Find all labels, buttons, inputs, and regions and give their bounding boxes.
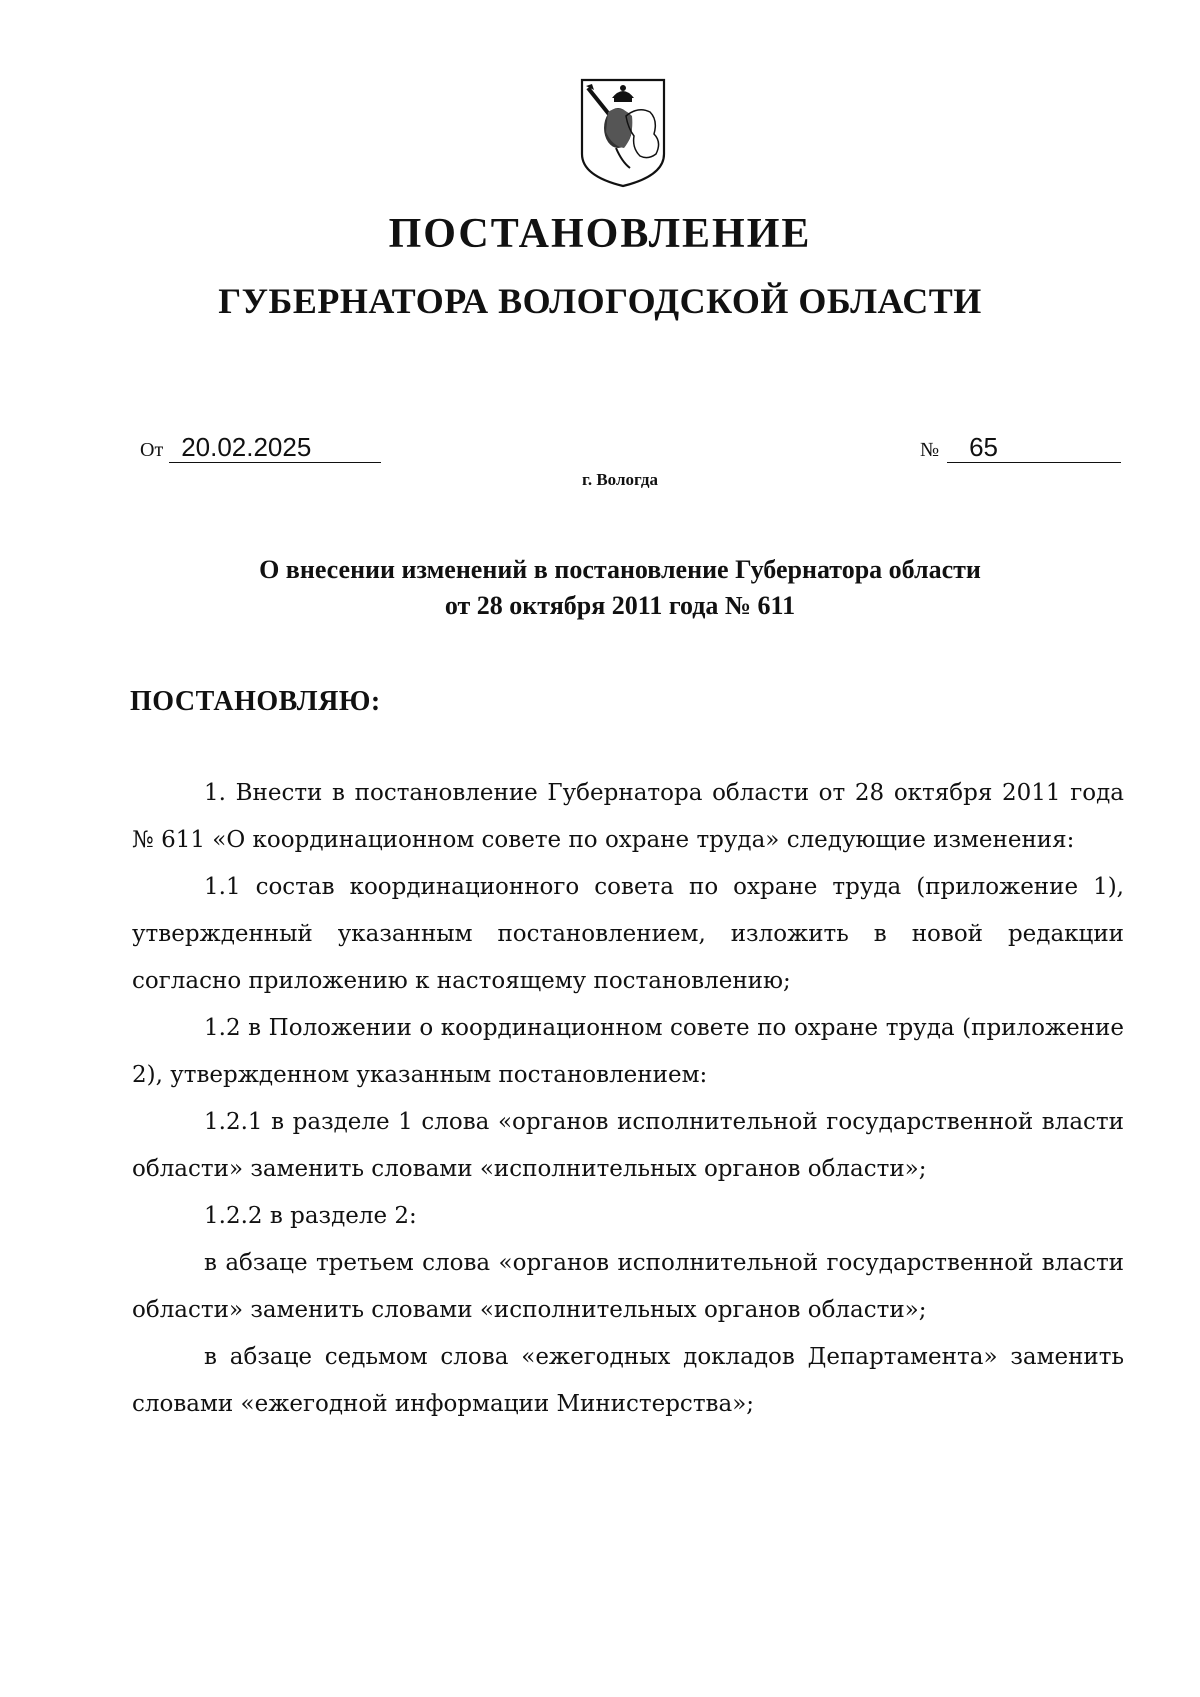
- date-prefix: От: [140, 439, 164, 461]
- document-number: 65: [947, 432, 1121, 463]
- paragraph-1-1: 1.1 состав координационного совета по охране труда (приложение 1), утвержденный указанным постановлением, изложить в новой редакции согласно приложению к настоящему постановлению;: [132, 874, 1124, 994]
- date-row: [140, 432, 381, 463]
- paragraph-abzac-7: в абзаце седьмом слова «ежегодных докладов Департамента» заменить словами «ежегодной информации Министерства»;: [132, 1344, 1124, 1417]
- document-subject: [0, 552, 1200, 624]
- document-body: [132, 770, 1124, 1428]
- paragraph-1-2-1: 1.2.1 в разделе 1 слова «органов исполнительной государственной власти области» заменить словами «исполнительных органов области»;: [132, 1109, 1124, 1182]
- document-subtitle: ГУБЕРНАТОРА ВОЛОГОДСКОЙ ОБЛАСТИ: [218, 281, 982, 321]
- number-row: [920, 432, 1121, 463]
- coat-of-arms-emblem: [578, 76, 668, 190]
- subject-line-1: О внесении изменений в постановление Губернатора области: [259, 555, 981, 584]
- paragraph-abzac-3: в абзаце третьем слова «органов исполнительной государственной власти области» заменить словами «исполнительных органов области»;: [132, 1250, 1124, 1323]
- document-title: ПОСТАНОВЛЕНИЕ: [388, 211, 812, 257]
- document-date: 20.02.2025: [169, 432, 381, 463]
- subject-line-2: от 28 октября 2011 года № 611: [444, 591, 796, 620]
- paragraph-1: 1. Внести в постановление Губернатора области от 28 октября 2011 года № 611 «О координационном совете по охране труда» следующие изменения:: [132, 780, 1124, 853]
- decree-heading: ПОСТАНОВЛЯЮ:: [130, 686, 381, 717]
- number-prefix: №: [920, 439, 940, 461]
- paragraph-1-2: 1.2 в Положении о координационном совете по охране труда (приложение 2), утвержденном указанным постановлением:: [132, 1015, 1124, 1088]
- paragraph-1-2-2: 1.2.2 в разделе 2:: [204, 1203, 417, 1229]
- city-label: г. Вологда: [582, 470, 658, 489]
